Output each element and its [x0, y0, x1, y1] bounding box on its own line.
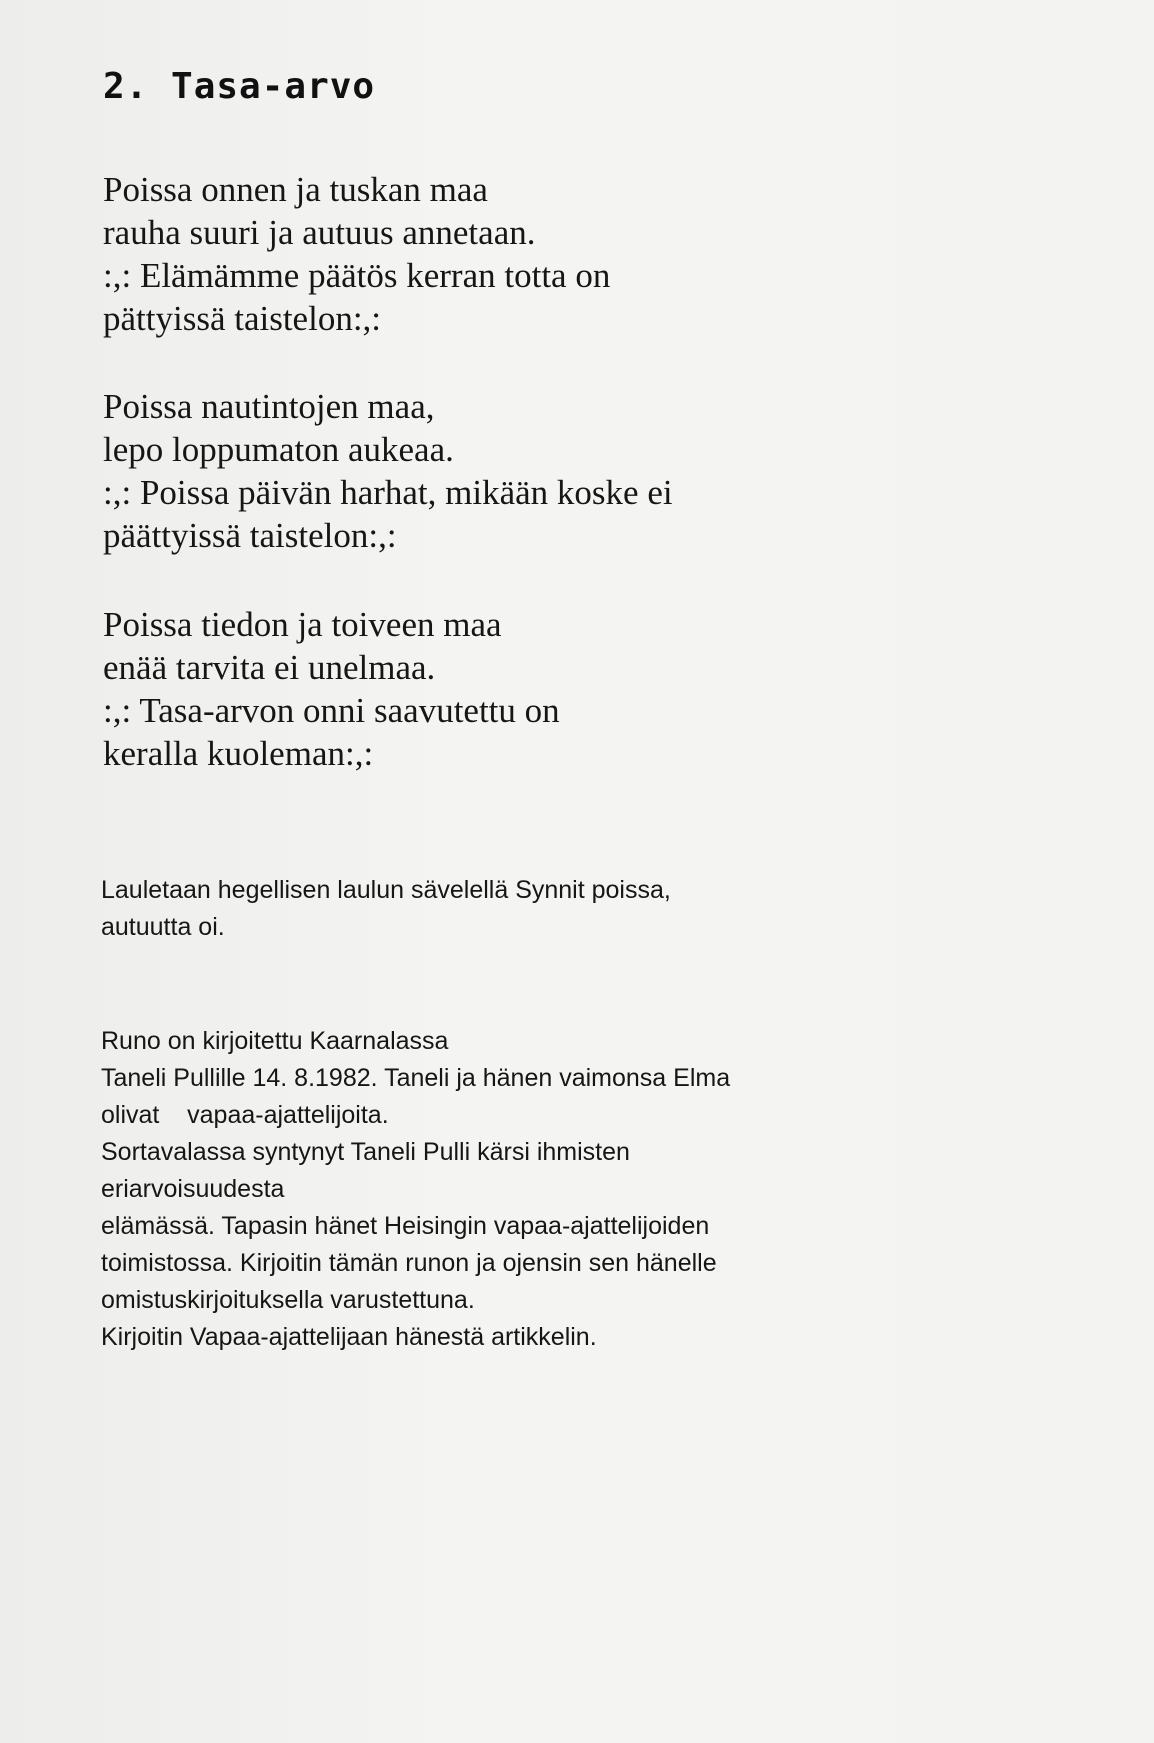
- credit-line: Kirjoitin Vapaa-ajattelijaan hänestä artikkelin.: [101, 1323, 597, 1351]
- stanza-line: lepo loppumaton aukeaa.: [103, 430, 454, 469]
- credit-line: elämässä. Tapasin hänet Heisingin vapaa-ajattelijoiden: [101, 1212, 710, 1240]
- stanza-line: pättyissä taistelon:,:: [103, 299, 382, 338]
- stanza-3: [103, 603, 560, 775]
- stanza-line: Poissa tiedon ja toiveen maa: [103, 605, 502, 644]
- credit-note: [101, 1023, 730, 1356]
- stanza-line: :,: Elämämme päätös kerran totta on: [103, 256, 611, 295]
- credit-line: toimistossa. Kirjoitin tämän runon ja ojensin sen hänelle: [101, 1249, 717, 1277]
- melody-note: [101, 872, 671, 946]
- stanza-line: Poissa nautintojen maa,: [103, 387, 435, 426]
- stanza-2: [103, 385, 673, 557]
- note-line: Lauletaan hegellisen laulun sävelellä Synnit poissa,: [101, 876, 671, 904]
- poem-title: 2. Tasa-arvo: [103, 66, 376, 107]
- stanza-1: [103, 168, 610, 340]
- credit-line: Runo on kirjoitettu Kaarnalassa: [101, 1027, 449, 1055]
- credit-line: omistuskirjoituksella varustettuna.: [101, 1286, 475, 1314]
- stanza-line: enää tarvita ei unelmaa.: [103, 648, 436, 687]
- credit-line: Sortavalassa syntynyt Taneli Pulli kärsi ihmisten: [101, 1138, 630, 1166]
- credit-line: Taneli Pullille 14. 8.1982. Taneli ja hänen vaimonsa Elma: [101, 1064, 731, 1092]
- credit-line: olivat vapaa-ajattelijoita.: [101, 1101, 389, 1129]
- note-line: autuutta oi.: [101, 913, 225, 941]
- stanza-line: :,: Poissa päivän harhat, mikään koske ei: [103, 473, 673, 512]
- stanza-line: keralla kuoleman:,:: [103, 734, 374, 773]
- stanza-line: rauha suuri ja autuus annetaan.: [103, 213, 536, 252]
- stanza-line: :,: Tasa-arvon onni saavutettu on: [103, 691, 560, 730]
- credit-line: eriarvoisuudesta: [101, 1175, 285, 1203]
- stanza-line: Poissa onnen ja tuskan maa: [103, 170, 488, 209]
- stanza-line: päättyissä taistelon:,:: [103, 516, 397, 555]
